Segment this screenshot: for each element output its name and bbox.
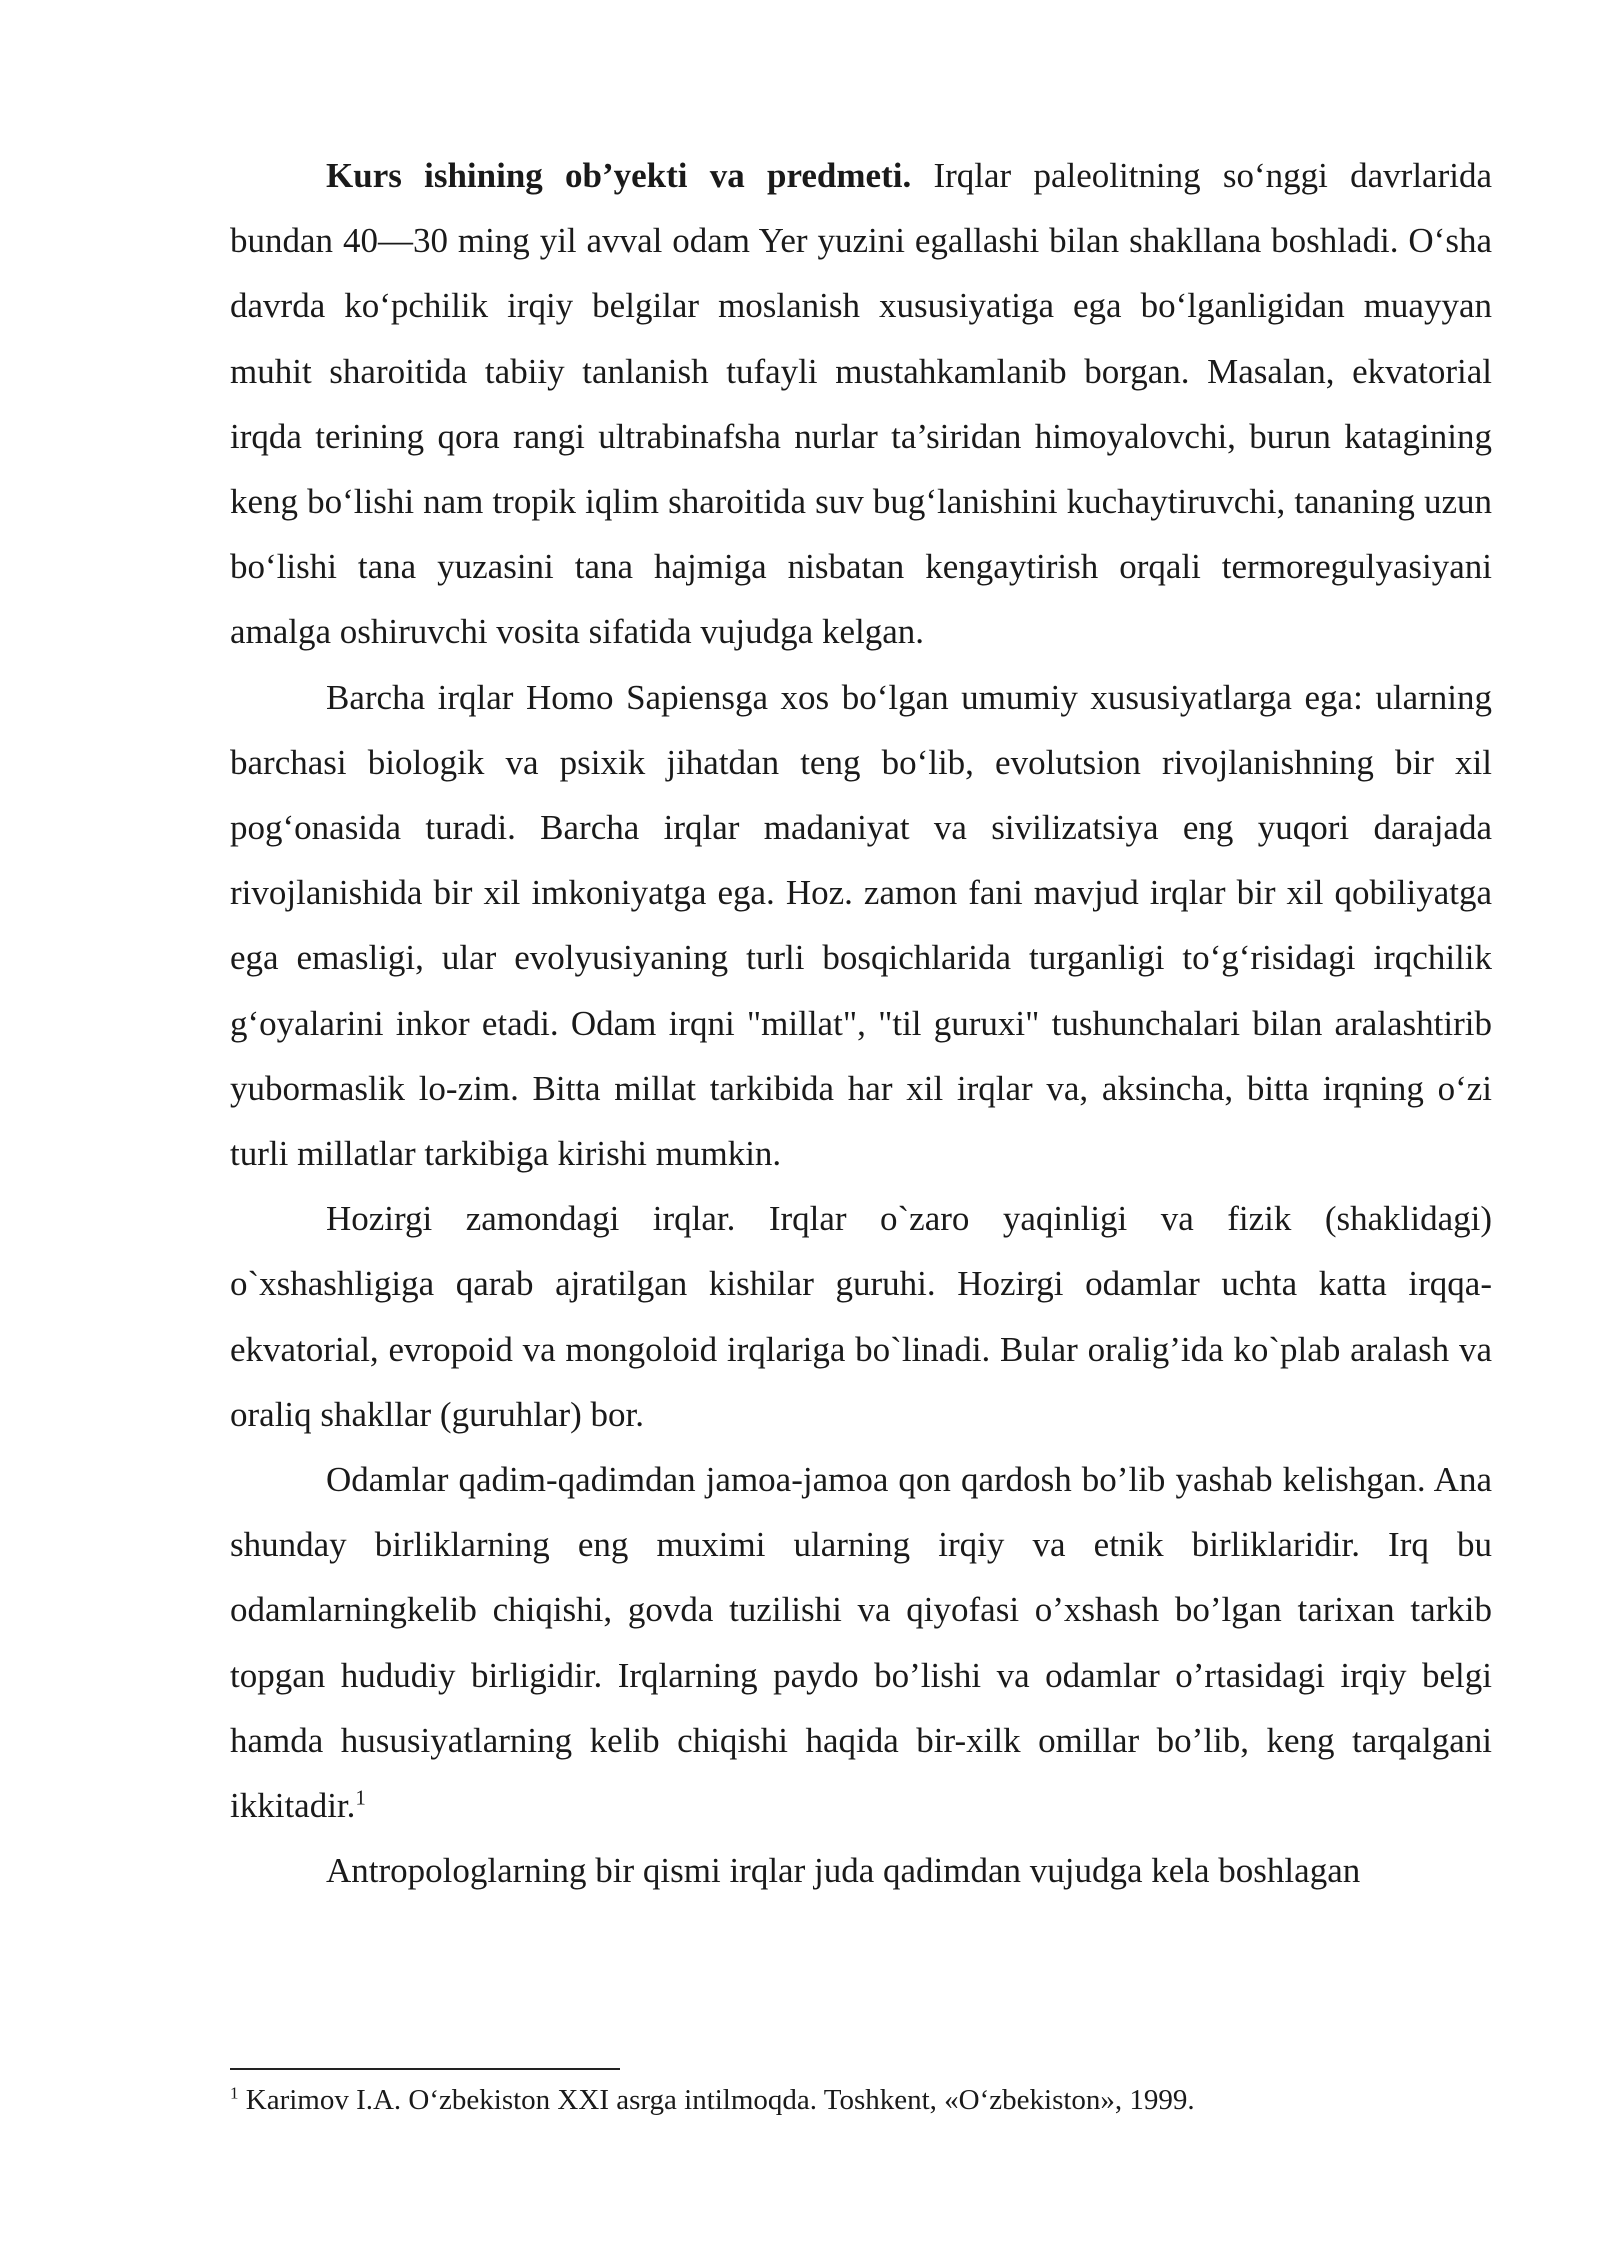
paragraph-4-text: Odamlar qadim-qadimdan jamoa-jamoa qon qardosh bo’lib yashab kelishgan. Ana shunday birliklarning eng muximi ularning irqiy va etnik birliklaridir. Irq bu odamlarningkelib chiqishi, govda tuzilishi va qiyofasi o’xshash bo’lgan tarixan tarkib topgan hududiy birligidir. Irqlarning paydo bo’lishi va odamlar o’rtasidagi irqiy belgi hamda hususiyatlarning kelib chiqishi haqida bir-xilk omillar bo’lib, keng tarqalgani ikkitadir.: [230, 1460, 1492, 1826]
paragraph-3: [230, 1186, 1492, 1447]
footnote: [230, 2082, 1492, 2118]
body-text: [230, 143, 1492, 1903]
paragraph-3-text: Hozirgi zamondagi irqlar. Irqlar o`zaro yaqinligi va fizik (shaklidagi) o`xshashligiga qarab ajratilgan kishilar guruhi. Hozirgi odamlar uchta katta irqqa-ekvatorial, evropoid va mongoloid irqlariga bo`linadi. Bular oralig’ida ko`plab aralash va oraliq shakllar (guruhlar) bor.: [230, 1199, 1492, 1434]
paragraph-1: [230, 143, 1492, 665]
footnote-separator: [230, 2068, 620, 2070]
paragraph-5: [230, 1838, 1492, 1903]
paragraph-1-text: Irqlar paleolitning so‘nggi davrlarida bundan 40—30 ming yil avval odam Yer yuzini egallashi bilan shakllana boshladi. O‘sha davrda ko‘pchilik irqiy belgilar moslanish xususiyatiga ega bo‘lganligidan muayyan muhit sharoitida tabiiy tanlanish tufayli mustahkamlanib borgan. Masalan, ekvatorial irqda terining qora rangi ultrabinafsha nurlar ta’siridan himoyalovchi, burun katagining keng bo‘lishi nam tropik iqlim sharoitida suv bug‘lanishini kuchaytiruvchi, tananing uzun bo‘lishi tana yuzasini tana hajmiga nisbatan kengaytirish orqali termoregulyasiyani amalga oshiruvchi vosita sifatida vujudga kelgan.: [230, 156, 1492, 652]
paragraph-4: [230, 1447, 1492, 1838]
section-heading: Kurs ishining ob’yekti va predmeti.: [326, 156, 912, 195]
paragraph-2-text: Barcha irqlar Homo Sapiensga xos bo‘lgan umumiy xususiyatlarga ega: ularning barchasi biologik va psixik jihatdan teng bo‘lib, evolutsion rivojlanishning bir xil pog‘onasida turadi. Barcha irqlar madaniyat va sivilizatsiya eng yuqori darajada rivojlanishida bir xil imkoniyatga ega. Hoz. zamon fani mavjud irqlar bir xil qobiliyatga ega emasligi, ular evolyusiyaning turli bosqichlarida turganligi to‘g‘risidagi irqchilik g‘oyalarini inkor etadi. Odam irqni "millat", "til guruxi" tushunchalari bilan aralashtirib yubormaslik lo-zim. Bitta millat tarkibida har xil irqlar va, aksincha, bitta irqning o‘zi turli millatlar tarkibiga kirishi mumkin.: [230, 677, 1492, 1174]
footnote-marker: 1: [230, 2083, 239, 2103]
paragraph-5-text: Antropologlarning bir qismi irqlar juda qadimdan vujudga kela boshlagan: [326, 1851, 1361, 1891]
paragraph-2: [230, 665, 1492, 1187]
footnote-reference: 1: [355, 1785, 366, 1810]
footnote-text: Karimov I.A. O‘zbekiston XXI asrga intilmoqda. Toshkent, «O‘zbekiston», 1999.: [238, 2084, 1195, 2116]
